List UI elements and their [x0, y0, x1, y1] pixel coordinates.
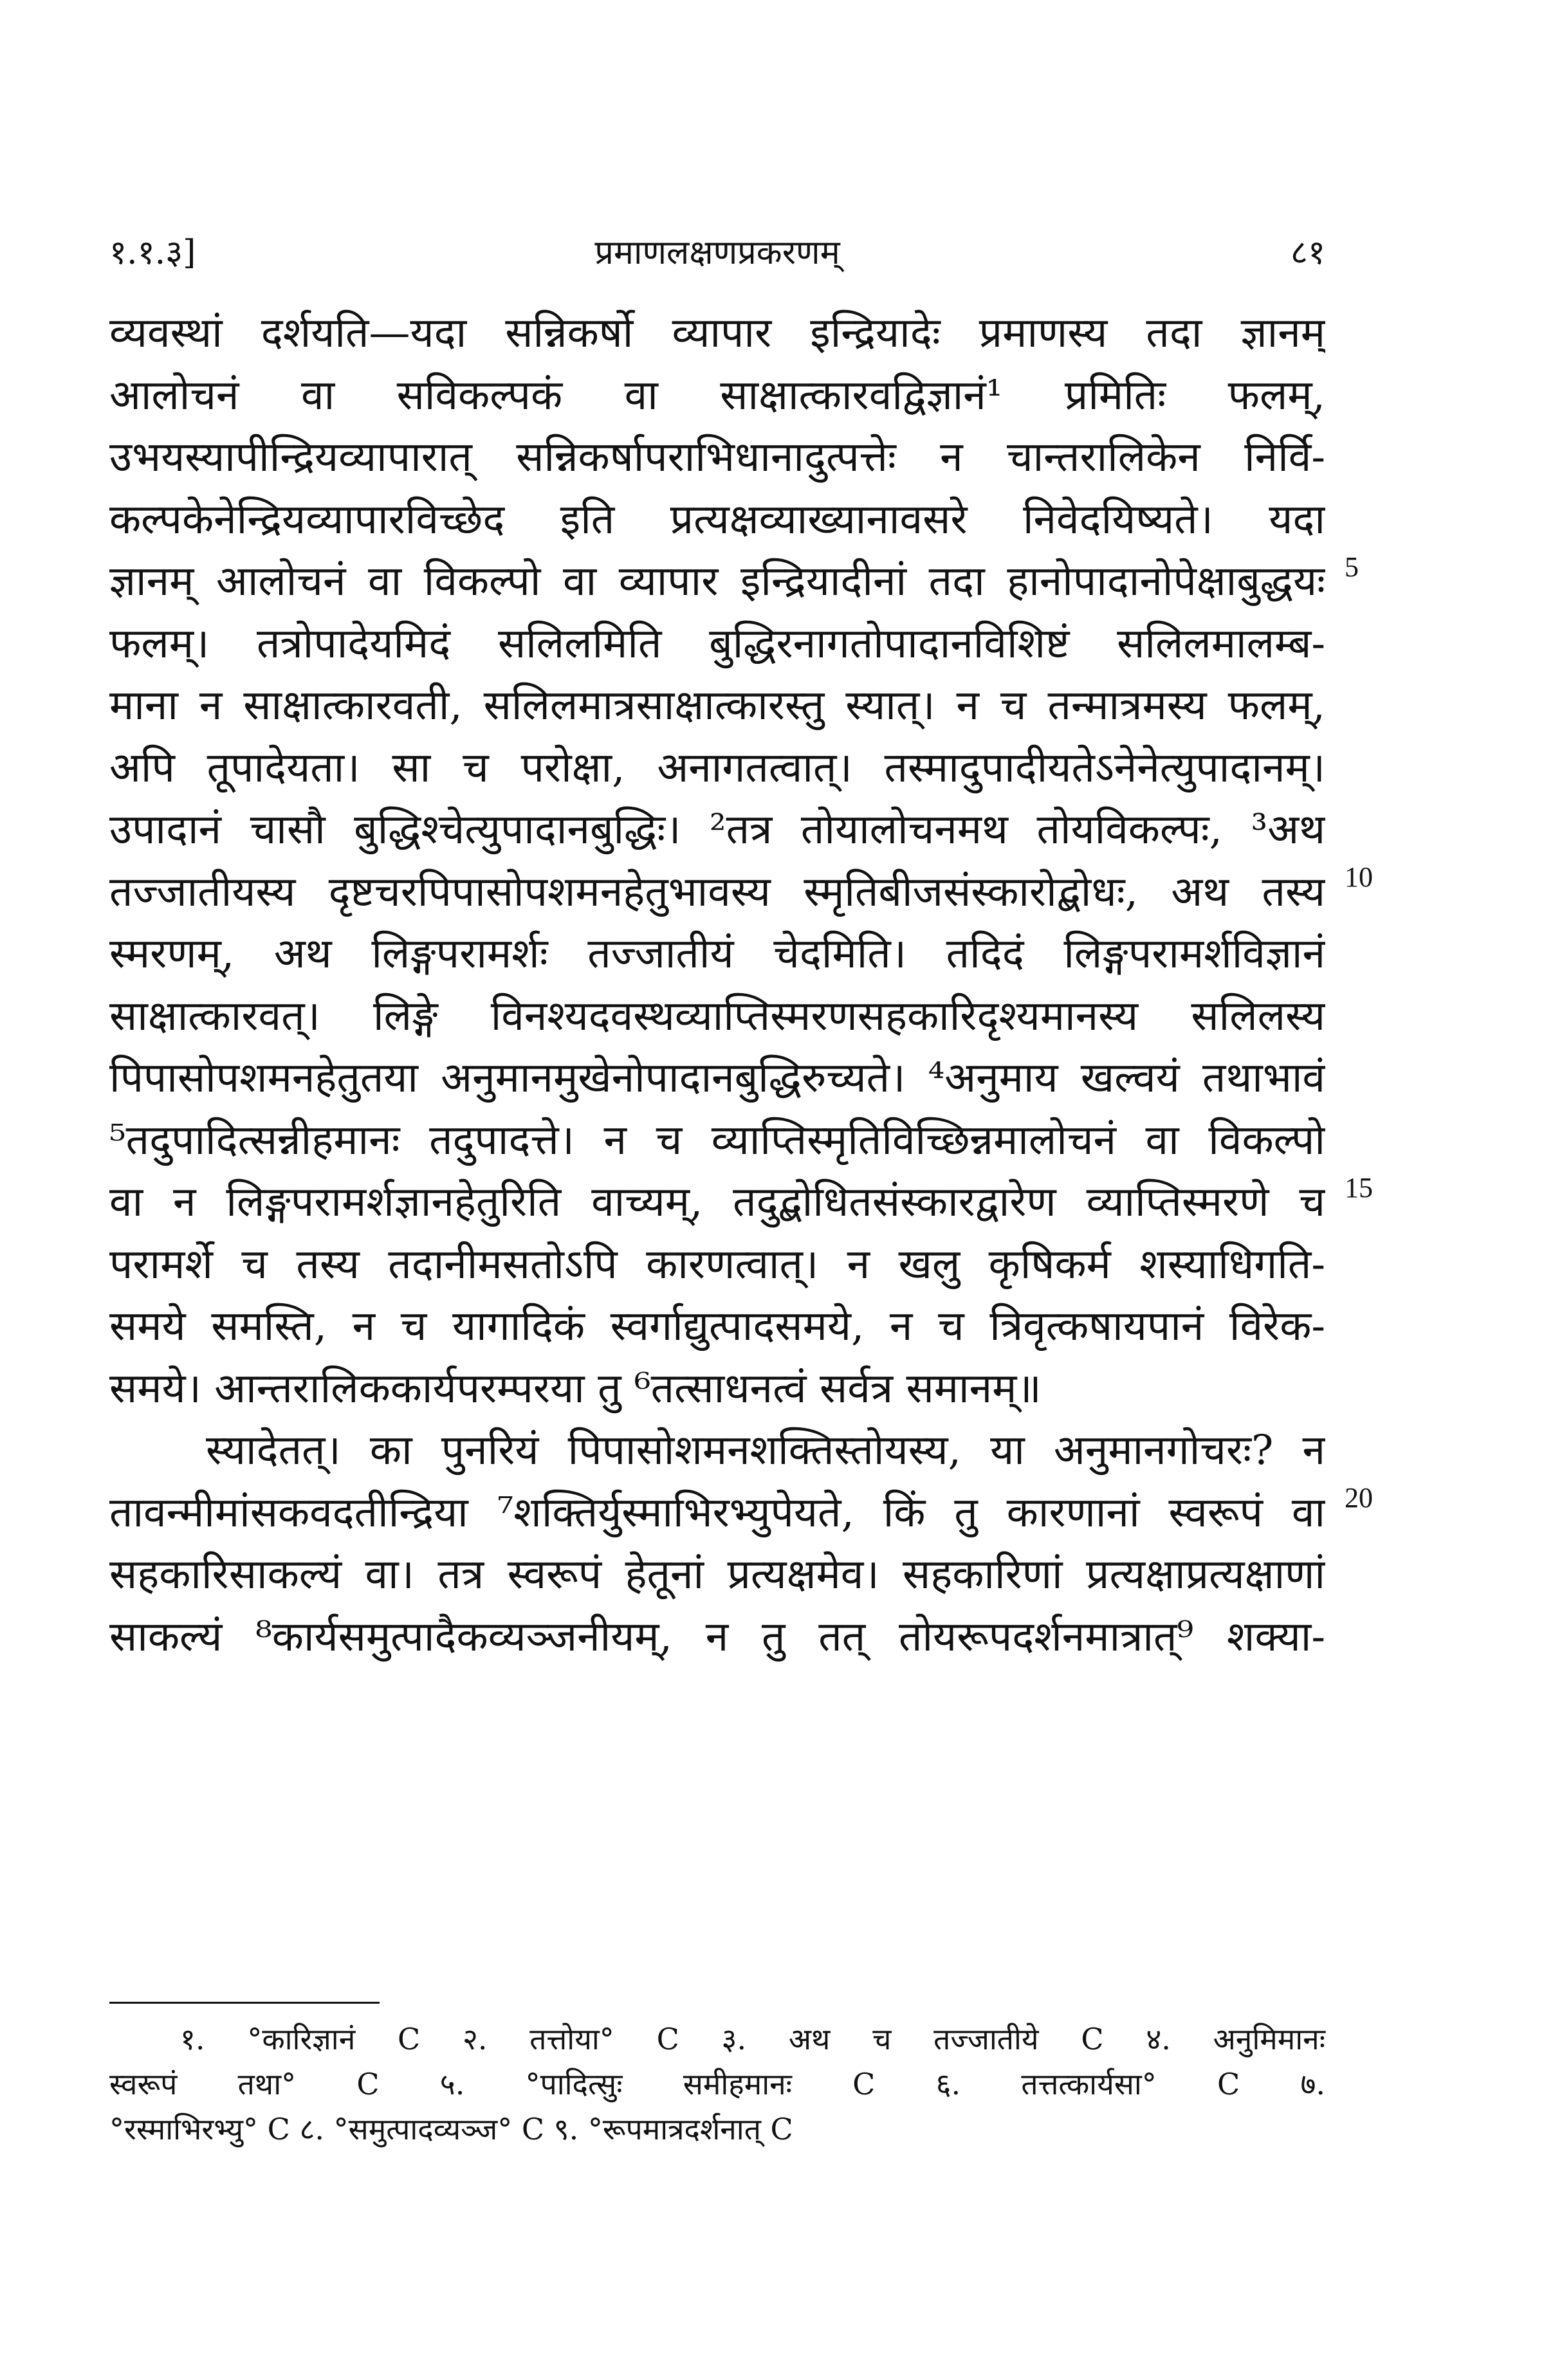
- text-line: समये समस्ति, न च यागादिकं स्वर्गाद्युत्पादसमये, न च त्रिवृत्कषायपानं विरेक-: [109, 1303, 1325, 1350]
- text-line: उपादानं चासौ बुद्धिश्चेत्युपादानबुद्धिः। ²तत्र तोयालोचनमथ तोयविकल्पः, ³अथ: [109, 806, 1325, 854]
- text-line: अपि तूपादेयता। सा च परोक्षा, अनागतत्वात्। तस्मादुपादीयतेऽनेनेत्युपादानम्।: [109, 744, 1325, 792]
- footnote-rule: [109, 2002, 380, 2004]
- text-line: परामर्शे च तस्य तदानीमसतोऽपि कारणत्वात्। न खलु कृषिकर्म शस्याधिगति-: [109, 1240, 1325, 1288]
- text-line: स्यादेतत्। का पुनरियं पिपासोशमनशक्तिस्तोयस्य, या अनुमानगोचरः? न: [206, 1427, 1325, 1474]
- text-line: आलोचनं वा सविकल्पकं वा साक्षात्कारवद्विज्ञानं¹ प्रमितिः फलम्,: [109, 371, 1325, 419]
- text-line: कल्पकेनेन्द्रियव्यापारविच्छेद इति प्रत्यक्षव्याख्यानावसरे निवेदयिष्यते। यदा: [109, 495, 1325, 544]
- text-line: वा न लिङ्गपरामर्शज्ञानहेतुरिति वाच्यम्, तदुद्बोधितसंस्कारद्वारेण व्याप्तिस्मरणे च: [109, 1178, 1325, 1226]
- text-line: स्मरणम्, अथ लिङ्गपरामर्शः तज्जातीयं चेदमिति। तदिदं लिङ्गपरामर्शविज्ञानं: [109, 930, 1325, 978]
- line-number: 20: [1345, 1482, 1373, 1514]
- section-reference: १.१.३]: [109, 233, 196, 272]
- text-line: उभयस्यापीन्द्रियव्यापारात् सन्निकर्षापराभिधानादुत्पत्तेः न चान्तरालिकेन निर्वि-: [109, 434, 1325, 481]
- footnote-line: स्वरूपं तथा° C ५. °पादित्सुः समीहमानः C ६. तत्तत्कार्यसा° C ७.: [109, 2067, 1325, 2101]
- footnote-line: १. °कारिज्ञानं C २. तत्तोया° C ३. अथ च तज्जातीये C ४. अनुमिमानः: [180, 2022, 1325, 2056]
- page-number: ८१: [1290, 233, 1325, 272]
- text-line: फलम्। तत्रोपादेयमिदं सलिलमिति बुद्धिरनागतोपादानविशिष्टं सलिलमालम्ब-: [109, 619, 1325, 668]
- line-number: 10: [1345, 861, 1373, 893]
- text-line: पिपासोपशमनहेतुतया अनुमानमुखेनोपादानबुद्धिरुच्यते। ⁴अनुमाय खल्वयं तथाभावं: [109, 1054, 1325, 1102]
- text-line: तज्जातीयस्य दृष्टचरपिपासोपशमनहेतुभावस्य स्मृतिबीजसंस्कारोद्बोधः, अथ तस्य: [109, 868, 1325, 916]
- text-line: तावन्मीमांसकवदतीन्द्रिया ⁷शक्तिर्युस्माभिरभ्युपेयते, किं तु कारणानां स्वरूपं वा: [109, 1488, 1325, 1537]
- text-line: ज्ञानम् आलोचनं वा विकल्पो वा व्यापार इन्द्रियादीनां तदा हानोपादानोपेक्षाबुद्धयः: [109, 558, 1325, 605]
- line-number: 5: [1345, 551, 1359, 583]
- page-title: प्रमाणलक्षणप्रकरणम्: [594, 233, 840, 272]
- body-text: [109, 302, 1325, 1668]
- text-line: व्यवस्थां दर्शयति—यदा सन्निकर्षो व्यापार इन्द्रियादेः प्रमाणस्य तदा ज्ञानम्: [109, 309, 1325, 357]
- text-line: ⁵तदुपादित्सन्नीहमानः तदुपादत्ते। न च व्याप्तिस्मृतिविच्छिन्नमालोचनं वा विकल्पो: [109, 1116, 1325, 1164]
- line-number: 15: [1345, 1172, 1373, 1204]
- text-line: सहकारिसाकल्यं वा। तत्र स्वरूपं हेतूनां प्रत्यक्षमेव। सहकारिणां प्रत्यक्षाप्रत्यक्षाणां: [109, 1551, 1325, 1598]
- text-line: साक्षात्कारवत्। लिङ्गे विनश्यदवस्थव्याप्तिस्मरणसहकारिदृश्यमानस्य सलिलस्य: [109, 992, 1325, 1040]
- page-header: [109, 228, 1325, 286]
- text-line: माना न साक्षात्कारवती, सलिलमात्रसाक्षात्कारस्तु स्यात्। न च तन्मात्रमस्य फलम्,: [109, 682, 1325, 729]
- footnote-line: °रस्माभिरभ्यु° C ८. °समुत्पादव्यञ्ज° C ९. °रूपमात्रदर्शनात् C: [109, 2112, 793, 2147]
- text-line: समये। आन्तरालिककार्यपरम्परया तु ⁶तत्साधनत्वं सर्वत्र समानम्॥: [109, 1364, 1042, 1413]
- text-line: साकल्यं ⁸कार्यसमुत्पादैकव्यञ्जनीयम्, न तु तत् तोयरूपदर्शनमात्रात्⁹ शक्या-: [109, 1613, 1325, 1661]
- footnotes: [109, 2017, 1325, 2152]
